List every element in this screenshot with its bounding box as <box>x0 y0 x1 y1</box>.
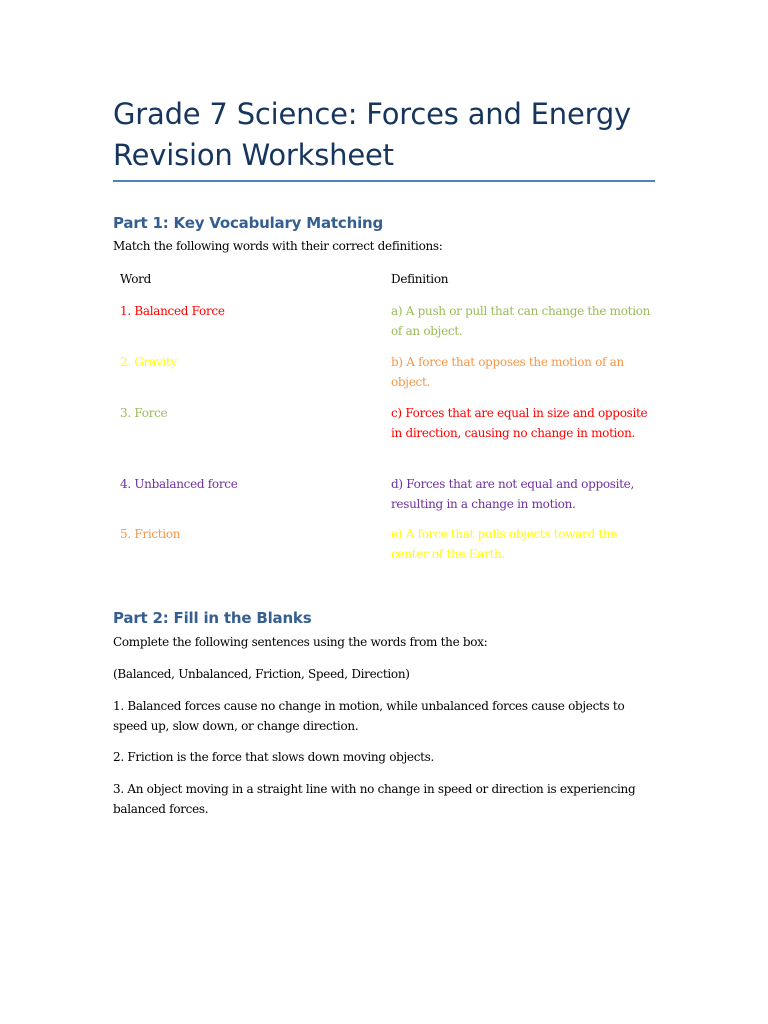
vocab-word: 5. Friction <box>120 527 181 541</box>
column-header-definition: Definition <box>391 272 449 286</box>
part2-instruction: Complete the following sentences using the words from the box: <box>113 635 488 649</box>
part1-instruction: Match the following words with their correct definitions: <box>113 239 443 253</box>
vocab-word: 1. Balanced Force <box>120 304 225 318</box>
vocab-definition: b) A force that opposes the motion of an object. <box>391 355 624 389</box>
part1-heading: Part 1: Key Vocabulary Matching <box>113 214 384 232</box>
vocab-definition: c) Forces that are equal in size and opposite in direction, causing no change in motion. <box>391 406 648 440</box>
vocab-word: 2. Gravity <box>120 355 177 369</box>
vocab-definition: a) A push or pull that can change the motion of an object. <box>391 304 651 338</box>
vocab-definition: e) A force that pulls objects toward the center of the Earth. <box>391 527 618 561</box>
vocab-definition: d) Forces that are not equal and opposite, resulting in a change in motion. <box>391 477 634 511</box>
vocab-word: 3. Force <box>120 406 168 420</box>
vocab-word: 4. Unbalanced force <box>120 477 238 491</box>
document-title: Grade 7 Science: Forces and Energy Revision Worksheet <box>113 97 632 172</box>
fill-sentence-2: 2. Friction is the force that slows down moving objects. <box>113 750 435 764</box>
word-box: (Balanced, Unbalanced, Friction, Speed, Direction) <box>113 667 410 681</box>
column-header-word: Word <box>120 272 151 286</box>
part2-heading: Part 2: Fill in the Blanks <box>113 609 312 627</box>
fill-sentence-3: 3. An object moving in a straight line with no change in speed or direction is experiencing balanced forces. <box>113 782 636 816</box>
fill-sentence-1: 1. Balanced forces cause no change in motion, while unbalanced forces cause objects to speed up, slow down, or change direction. <box>113 699 625 733</box>
title-underline <box>113 180 655 182</box>
